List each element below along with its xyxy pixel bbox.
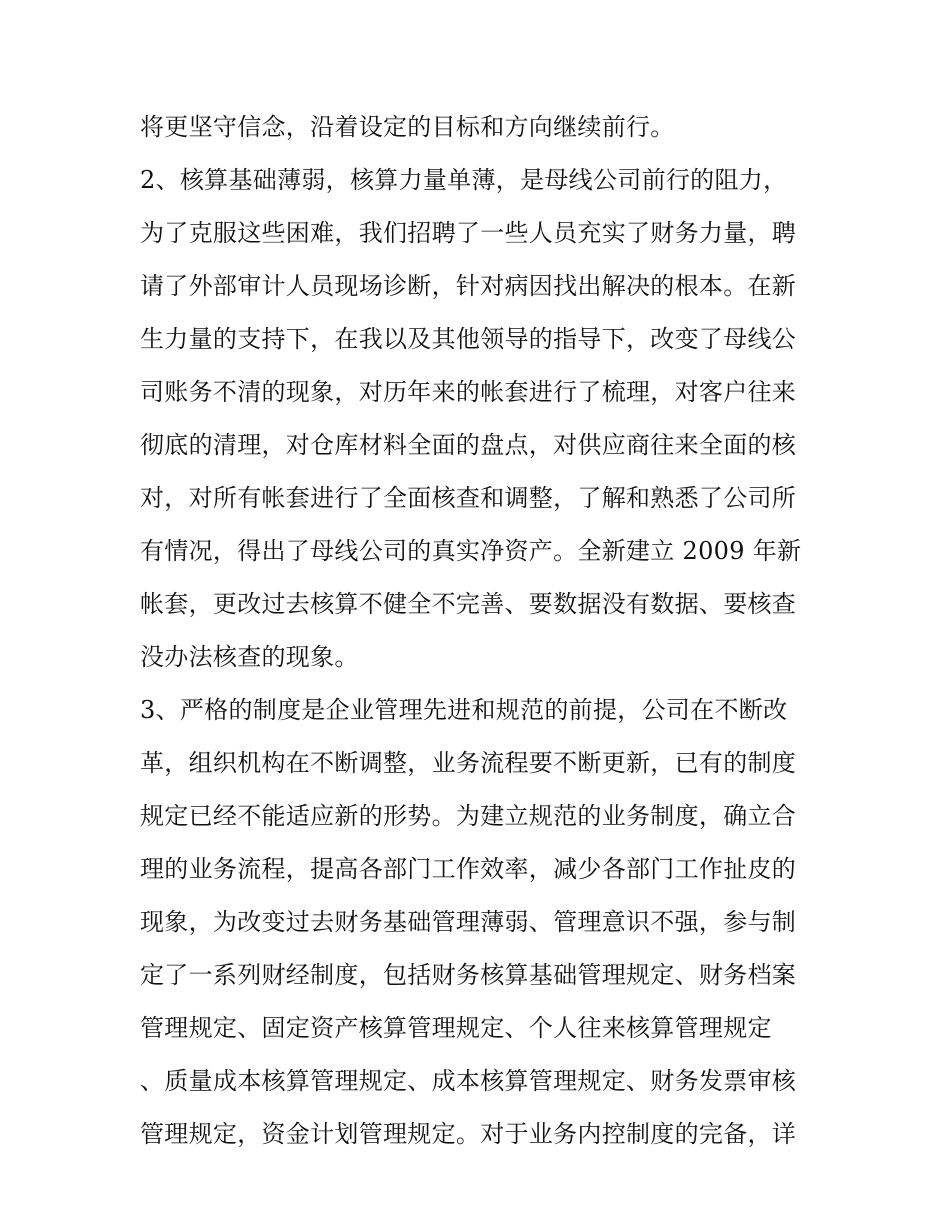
text-line: 理的业务流程，提高各部门工作效率，减少各部门工作扯皮的 xyxy=(140,855,797,883)
text-line: 有情况，得出了母线公司的真实净资产。全新建立 2009 年新 xyxy=(140,537,802,565)
text-line: 请了外部审计人员现场诊断，针对病因找出解决的根本。在新 xyxy=(140,272,797,300)
text-line: 管理规定，资金计划管理规定。对于业务内控制度的完备，详 xyxy=(140,1120,797,1148)
text-line: 、质量成本核算管理规定、成本核算管理规定、财务发票审核 xyxy=(140,1067,797,1095)
text-line: 没办法核查的现象。 xyxy=(140,643,359,671)
text-line: 现象，为改变过去财务基础管理薄弱、管理意识不强，参与制 xyxy=(140,908,797,936)
text-line: 革，组织机构在不断调整，业务流程要不断更新，已有的制度 xyxy=(140,749,797,777)
text-line: 2、核算基础薄弱，核算力量单薄，是母线公司前行的阻力， xyxy=(140,166,788,194)
text-line: 3、严格的制度是企业管理先进和规范的前提，公司在不断改 xyxy=(140,696,788,724)
text-line: 为了克服这些困难，我们招聘了一些人员充实了财务力量，聘 xyxy=(140,219,797,247)
text-line: 对，对所有帐套进行了全面核查和调整，了解和熟悉了公司所 xyxy=(140,484,797,512)
text-line: 彻底的清理，对仓库材料全面的盘点，对供应商往来全面的核 xyxy=(140,431,797,459)
text-line: 规定已经不能适应新的形势。为建立规范的业务制度，确立合 xyxy=(140,802,797,830)
text-line: 生力量的支持下，在我以及其他领导的指导下，改变了母线公 xyxy=(140,325,797,353)
text-line: 管理规定、固定资产核算管理规定、个人往来核算管理规定 xyxy=(140,1014,772,1042)
text-line: 定了一系列财经制度，包括财务核算基础管理规定、财务档案 xyxy=(140,961,797,989)
text-line: 司账务不清的现象，对历年来的帐套进行了梳理，对客户往来 xyxy=(140,378,797,406)
text-line: 帐套，更改过去核算不健全不完善、要数据没有数据、要核查 xyxy=(140,590,797,618)
text-line: 将更坚守信念，沿着设定的目标和方向继续前行。 xyxy=(140,113,675,141)
